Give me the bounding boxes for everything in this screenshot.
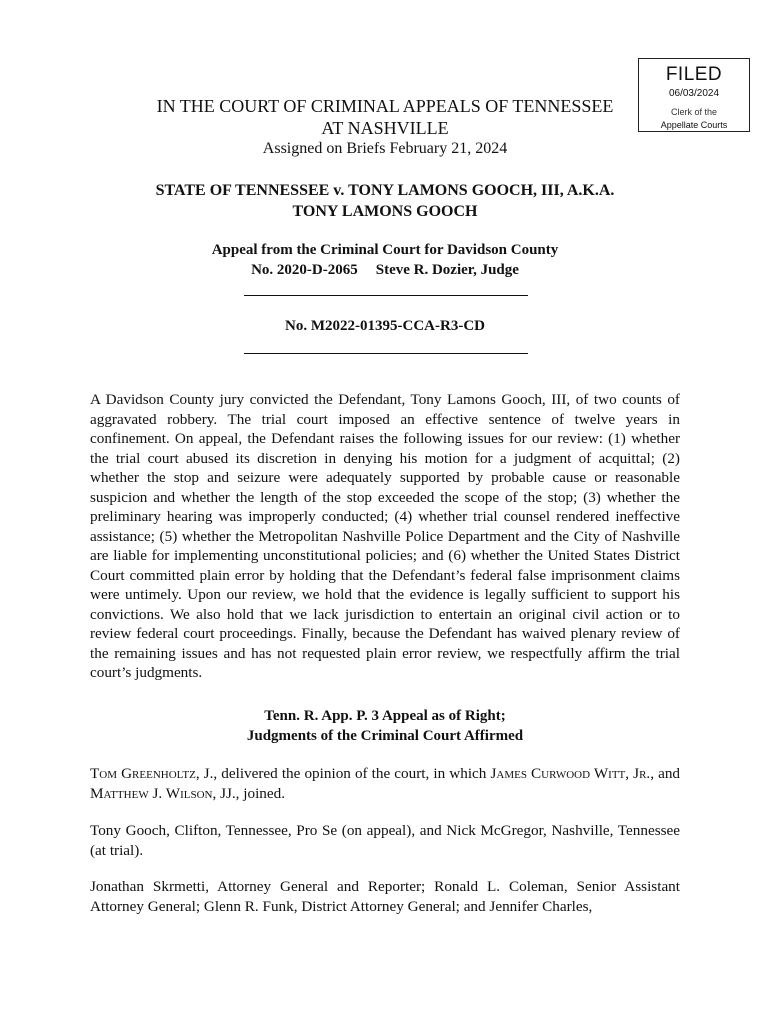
trial-judge: Steve R. Dozier, Judge [375, 262, 519, 278]
court-location: AT NASHVILLE [321, 118, 449, 138]
judge-witt-jr: Jr. [633, 765, 651, 782]
appellee-counsel-paragraph: Jonathan Skrmetti, Attorney General and Reporter; Ronald L. Coleman, Senior Assistant Attorney General; Glenn R. Funk, District Attorney General; and Jennifer Charles, [90, 878, 680, 915]
appeal-info [90, 240, 680, 280]
filed-date: 06/03/2024 [668, 88, 720, 99]
judge-witt: James Curwood Witt [490, 765, 626, 782]
joined-text: , JJ., joined. [212, 785, 286, 802]
court-name: IN THE COURT OF CRIMINAL APPEALS OF TENNESSEE [156, 96, 614, 116]
abstract-paragraph: A Davidson County jury convicted the Defendant, Tony Lamons Gooch, III, of two counts of aggravated robbery. The trial court imposed an effective sentence of twelve years in confinement. On appeal, the Defendant raises the following issues for our review: (1) whether the trial court abused its discretion in denying his motion for a judgment of acquittal; (2) whether the stop and seizure were adequately supported by probable cause or reasonable suspicion and whether the length of the stop exceeded the scope of the stop; (3) whether the preliminary hearing was improperly conducted; (4) whether trial counsel rendered ineffective assistance; (5) whether the Metropolitan Nashville Police Department and the City of Nashville are liable for implementing unconstitutional policies; and (6) whether the United States District Court committed plain error by holding that the Defendant’s federal false imprisonment claims were untimely. Upon our review, we hold that the evidence is legally sufficient to support his convictions. We also hold that we lack jurisdiction to entertain an original civil action or to review federal court proceedings. Finally, because the Defendant has waived plenary review of the remaining issues and has not requested plain error review, we respectfully affirm the trial court’s judgments. [90, 391, 680, 681]
trial-case-line [90, 260, 680, 280]
appellant-counsel-paragraph: Tony Gooch, Clifton, Tennessee, Pro Se (on appeal), and Nick McGregor, Nashville, Tennessee (at trial). [90, 822, 680, 859]
disposition-line-1: Tenn. R. App. P. 3 Appeal as of Right; [264, 708, 506, 724]
appeal-from: Appeal from the Criminal Court for Davidson County [211, 242, 559, 258]
and-text: , and [650, 765, 681, 782]
appellate-courts-label: Appellate Courts [660, 120, 728, 130]
author-suffix: , J., delivered the opinion of the court, in which [195, 765, 491, 782]
assigned-date: Assigned on Briefs February 21, 2024 [262, 140, 508, 157]
case-caption [90, 180, 680, 222]
divider-top [244, 295, 528, 296]
trial-case-number: No. 2020-D-2065 [251, 262, 358, 278]
clerk-label: Clerk of the [670, 107, 718, 117]
filed-stamp [638, 58, 750, 132]
caption-line-1: STATE OF TENNESSEE v. TONY LAMONS GOOCH, III, A.K.A. [155, 182, 615, 199]
docket-number: No. M2022-01395-CCA-R3-CD [285, 318, 485, 334]
caption-line-2: TONY LAMONS GOOCH [292, 203, 478, 220]
disposition-line-2: Judgments of the Criminal Court Affirmed [246, 728, 524, 744]
divider-bottom [244, 353, 528, 354]
opinion-author-paragraph [90, 764, 680, 804]
author-name: Tom Greenholtz [90, 765, 196, 782]
judge-wilson: Matthew J. Wilson [90, 785, 213, 802]
judge-witt-comma: , [625, 765, 634, 782]
filed-label: FILED [665, 64, 723, 85]
disposition [90, 706, 680, 746]
